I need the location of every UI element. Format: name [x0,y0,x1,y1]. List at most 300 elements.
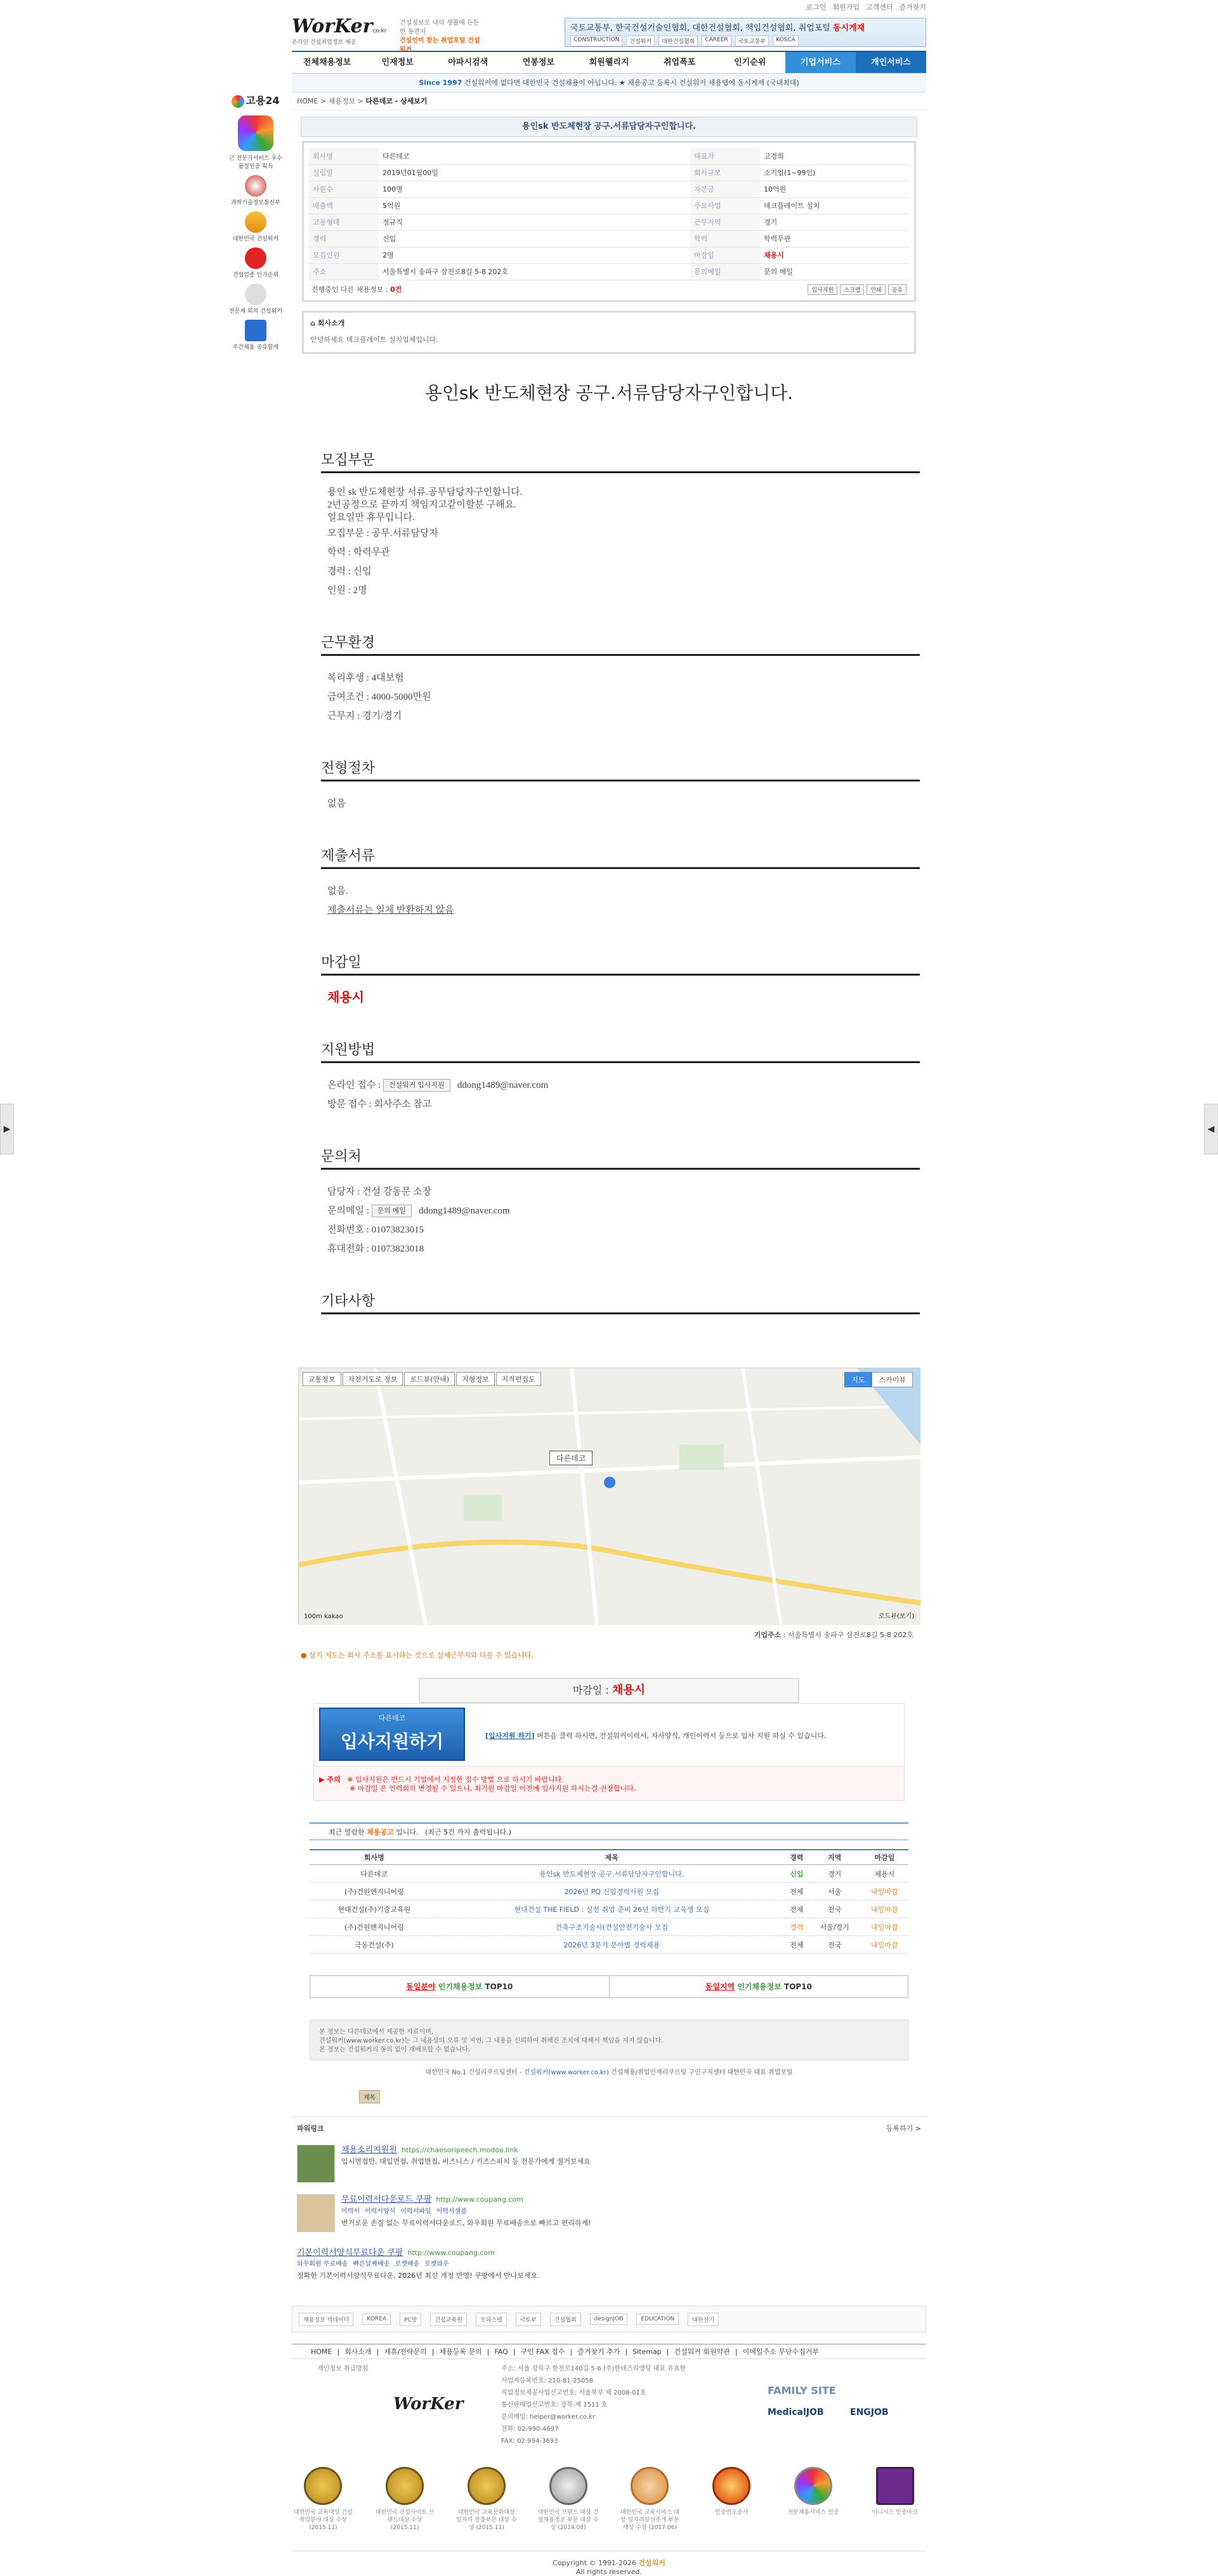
site-logo[interactable] [292,15,387,47]
table-row[interactable] [310,1918,908,1936]
breadcrumb-current: 다른데코 - 상세보기 [365,97,428,105]
legal-notice [310,2020,908,2060]
award-caption: 대한민국 브랜드 대상 건설채용정보 부문 대상 수상 (2014.08) [537,2509,599,2531]
table-row[interactable] [310,1865,908,1883]
other-jobs-label: 진행중인 다른 채용정보 : [311,285,388,294]
legal-line: 본 정보는 건설워커의 동의 없이 재배포할 수 없습니다. [319,2046,470,2053]
partner-logo[interactable]: 대한전기 [688,2313,719,2326]
top10-box [310,1975,908,1998]
top-utility-bar [292,0,926,13]
info-key: 모집인원 [309,247,379,263]
online-label: 온라인 접수 : [327,1080,381,1090]
top10-field-tag: TOP10 [485,1982,513,1991]
nav-ranking[interactable]: 인기순위 [734,58,766,67]
footer-link[interactable]: FAQ [494,2348,508,2356]
legal-line: 건설워커(www.worker.co.kr)는 그 내용상의 오류 및 지연, 그 내용을 신뢰하여 취해진 조치에 대해서 책임을 지지 않습니다. [319,2037,664,2044]
address-label: 기업주소 [754,1630,782,1639]
partner-logo: 국토교통부 [735,36,769,46]
info-value: 100명 [379,181,690,197]
info-key: 근무지역 [690,214,760,230]
apply-box [313,1703,905,1767]
award-item [537,2467,599,2532]
info-value: 소기업(1~99인) [760,164,909,181]
ad-title[interactable]: 무료이력서다운로드 쿠팡 [341,2195,432,2204]
company-address [501,2363,686,2447]
cell-career: 전체 [785,1900,809,1918]
company-row [309,214,909,230]
intro-heading: 회사소개 [317,318,345,327]
company-footer [309,280,909,295]
breadcrumb-home[interactable]: HOME [297,97,318,105]
section-title: 기타사항 [321,1290,920,1314]
section-contact [321,1146,920,1259]
top10-same-field[interactable] [310,1976,610,1997]
info-key: 마감일 [690,247,760,263]
partner-bar [292,2306,926,2332]
info-value: 5억원 [379,197,690,214]
ad-tag[interactable]: 이력서파일 [400,2208,431,2215]
partner-logo: KOSCA [773,36,799,46]
ad-tag[interactable]: 와우회원 무료배송 [297,2261,348,2268]
text-line: 모집부문 : 공무.서류담당자 [327,528,438,539]
header [292,13,926,51]
text-line: 용인 sk 반도체현장 서류.공무담당자구인합니다. [327,487,523,497]
section-title: 문의처 [321,1146,920,1170]
section-body [321,781,920,813]
info-value: 경기 [760,214,909,230]
map-tabs [303,1372,541,1386]
col-title: 제목 [439,1850,785,1865]
award-seal-icon [549,2467,587,2505]
bookmark-link[interactable]: 즐겨찾기 [899,3,926,11]
inipay-icon [876,2467,914,2505]
ad-tag[interactable]: 이력서샘플 [436,2208,467,2215]
award-item [619,2467,681,2532]
address-line: 전화: 02-990-4697 [501,2426,559,2433]
breadcrumb: HOME > 채용정보 > 다른데코 - 상세보기 [292,93,926,110]
ad-thumbnail [297,2194,335,2232]
nav-career[interactable]: 취업폭포 [663,58,696,67]
text-line: 없음. [327,886,348,896]
award-item [374,2467,436,2532]
since-bar [292,74,926,93]
col-deadline: 마감일 [861,1850,908,1865]
slogan-highlight: 건설인이 찾는 취업포털 건설워커 [400,37,480,53]
intro-text: 안녕하세요 데크플레이트 설치업체입니다. [310,335,438,344]
main-nav [292,51,926,74]
text-line: 근무지 : 경기/경기 [327,710,402,721]
partner-logo[interactable]: 오피스텔 [476,2313,507,2326]
ad-title[interactable]: 채용소리지원원 [341,2145,397,2155]
section-title: 근무환경 [321,632,920,656]
map-type-sky[interactable]: 스카이뷰 [872,1372,913,1387]
col-company: 회사명 [310,1850,439,1865]
ad-tag[interactable]: 이력서 [341,2208,360,2215]
ministry-icon[interactable] [245,175,266,197]
partner-logo[interactable]: 건설협회 [550,2313,581,2326]
top10-field-mid: 인기채용정보 [438,1982,483,1991]
print-icon[interactable]: 인쇄 [867,284,885,295]
table-row[interactable] [310,1900,908,1918]
footer-link[interactable]: 구인 FAX 접수 [520,2348,565,2356]
since-year: Since 1997 [419,79,462,87]
engjob-link[interactable]: ENGJOB [850,2407,889,2417]
award-item [782,2467,845,2532]
logo-text: WorKer [292,15,373,37]
award-caption: 대한민국 교육대상 건설취업분야 대상 수상 (2015.11) [294,2509,353,2531]
sidebar-label: 주간채용 공유할게 [232,344,279,351]
recent-head-a: 최근 열람한 [329,1827,365,1836]
company-row [309,164,909,181]
deadline-label: 마감일 : [572,1684,609,1696]
logo-domain: co.kr [372,28,387,34]
info-value: 10억원 [760,181,909,197]
table-row[interactable] [310,1883,908,1900]
info-value: 다른데코 [379,148,690,164]
footer-link[interactable]: Sitemap [632,2348,662,2356]
partner-logo: 대한건설협회 [658,36,698,46]
ad-tag[interactable]: 로켓와우 [424,2261,449,2268]
cell-title[interactable]: 2026년 PQ 신입경력사원 모집 [439,1883,785,1900]
recent-head-d: (최근 5건 까지 출력됩니다.) [425,1827,511,1836]
address-line: 통신판매업신고번호: 강북-제 1511 호 [501,2402,608,2409]
partner-logo[interactable]: 채용정보 빅데이터 [299,2313,353,2326]
footer-link[interactable]: 건설워커 회원약관 [674,2348,730,2356]
apply-guide [485,1730,826,1741]
ranking-icon[interactable] [245,247,266,269]
ad-tag[interactable]: 이력서양식 [364,2208,396,2215]
footer-info [292,2359,926,2454]
company-row [309,181,909,197]
info-key: 회사규모 [690,164,760,181]
footer-link[interactable]: 즐겨찾기 추가 [577,2348,620,2356]
ads-head: 파워링크 [297,2124,324,2133]
top10-region-mid: 인기채용정보 [737,1982,782,1991]
deadline-box [419,1678,799,1703]
inquiry-mail-button[interactable]: 문의 메일 [372,1205,412,1217]
nav-all-jobs[interactable]: 전체채용정보 [303,58,351,67]
copyright-rights: All rights reserved. [575,2568,643,2576]
ad-desc: 정확한 기본이력서양식무료다운, 2026년 최신 개정 반영! 쿠팡에서 만나보세요. [297,2272,540,2280]
address-line: FAX: 02-994-3693 [501,2438,558,2445]
online-apply-button[interactable]: 건설워커 입사지원 [383,1079,450,1092]
copy-line [292,2067,926,2076]
top10-field-label: 동일분야 [406,1982,436,1991]
company-row [309,148,909,164]
top10-region-label: 동일지역 [705,1982,735,1991]
footer-link[interactable]: 회사소개 [344,2348,372,2356]
ads-register[interactable]: 등록하기 > [886,2124,921,2133]
address-line: 사업자등록번호: 210-81-25058 [501,2377,594,2384]
footer-link[interactable]: 이메일주소 무단수집거부 [742,2348,820,2356]
goyong24-logo[interactable]: 고용24 [227,93,284,108]
map-canvas [299,1368,920,1625]
info-key: 사원수 [309,181,379,197]
contact-mobile: 휴대전화 : 01073823018 [327,1243,424,1254]
info-key: 주소 [309,263,379,280]
partner-logo[interactable]: 건설교육원 [430,2313,466,2326]
info-key: 학력 [690,230,760,247]
text-line: 일요일만 휴무입니다. [327,512,415,523]
map-tab-roadview[interactable]: 로드뷰(안내) [404,1372,455,1386]
banner-highlight: 동시게재 [832,23,865,33]
ad-thumbnail [297,2145,335,2183]
text-line: 인원 : 2명 [327,585,367,596]
header-banner[interactable] [565,18,926,47]
award-item [292,2467,355,2532]
nav-talent[interactable]: 인재정보 [381,58,414,67]
footer-logo: WorKer [393,2395,464,2414]
sidebar-label: 근 전문가서비스 우수품질인증 획득 [229,155,282,170]
quality-cert-icon[interactable] [238,115,273,151]
goyong24-icon [232,95,244,108]
company-info-box [302,141,916,302]
section-deadline [321,951,920,1007]
footer-link[interactable]: HOME [311,2348,332,2356]
cell-deadline: 채용시 [861,1865,908,1883]
alert-icon: ● [301,1651,307,1659]
partner-logo: CONSTRUCTION [570,36,622,46]
other-jobs-count[interactable]: 0건 [390,285,402,294]
section-title: 지원방법 [321,1039,920,1063]
map-tab-traffic[interactable]: 교통정보 [303,1372,341,1386]
apply-guide-text: 버튼을 클릭 하시면, 건설워커이력서, 자사양식, 개인이력서 등으로 입사 지원 하실 수 있습니다. [537,1731,827,1740]
helmet-icon[interactable] [245,284,266,305]
recent-table [310,1849,908,1954]
nav-search[interactable]: 아파시검색 [448,58,488,67]
company-intro [302,311,916,354]
award-caption: 대한민국 건설사이트 브랜드대상 수상 (2015.11) [375,2509,435,2531]
cell-region: 전국 [809,1900,861,1918]
section-body [321,1063,920,1114]
section-etc [321,1290,920,1314]
section-process [321,757,920,813]
copy-link[interactable]: 건설워커(www.worker.co.kr) [523,2069,609,2076]
section-body [321,473,920,600]
copy-a: 대한민국 No.1 건설리쿠르팅센터 - [425,2069,522,2076]
info-key: 경력 [309,230,379,247]
deadline-value: 채용시 [612,1683,646,1697]
section-body [321,1170,920,1259]
info-value: 고경희 [760,148,909,164]
cell-region: 경기 [809,1865,861,1883]
partner-logo[interactable]: EDUCATION [636,2313,679,2325]
since-text: 건설워커에 없다면 대한민국 건설채용이 아닙니다. ★ 채용공고 등록시 건설워커 채용탭에 동시게재 (국내최대) [464,79,799,87]
cell-career: 신입 [785,1865,809,1883]
section-body [321,656,920,726]
home-icon: ⌂ [310,318,315,327]
info-value: 서울특별시 송파구 삼전로8길 5-8 202호 [379,263,690,280]
footer-link[interactable]: 제휴/전략문의 [384,2348,427,2356]
cell-company: 다른데코 [310,1865,439,1883]
job-main-title: 용인sk 반도체현장 공구.서류담당자구인합니다. [424,382,794,403]
map-address: 기업주소 : 서울특별시 송파구 삼전로8길 5-8 202호 [754,1630,914,1639]
ad-url: https://chaesoripeech.modoo.link [401,2146,518,2154]
login-link[interactable]: 로그인 [806,3,827,11]
cell-region: 전국 [809,1936,861,1954]
ad-tag[interactable]: 빠른날짜배송 [353,2261,390,2268]
apply-label: 입사지원하기 [340,1730,444,1752]
map-tab-bike[interactable]: 자전거도로 정보 [343,1372,403,1386]
info-key: 자본금 [690,181,760,197]
info-key: 문의메일 [690,263,760,280]
footer-nav: HOME | 회사소개 | 제휴/전략문의 | 채용등록 문의 | FAQ | 구인 FAX 접수 | 즐겨찾기 추가 | Sitemap | 건설워커 회원약관 | 이메일주소 무단수집거부 [292,2344,926,2359]
notice-text: 상기 지도는 회사 주소를 표시하는 것으로 실제근무지와 다를 수 있습니다. [309,1651,534,1659]
award-seal-icon [386,2467,424,2505]
sidebar-label: 과학기술정보통신부 [230,199,281,206]
company-row [309,230,909,247]
map-marker-label: 다른데코 [549,1451,593,1465]
medicaljob-link[interactable]: MedicalJOB [768,2407,824,2417]
caution-line: ※ 입사지원은 반드시 기업에서 지정한 접수 방법 으로 하시기 바랍니다. [347,1775,564,1784]
recent-header [310,1822,908,1840]
ad-desc: 입시면접반, 대입면접, 취업면접, 비즈니스 / 키즈스피치 등 전문가에게 절거보세요 [341,2157,591,2166]
cell-company: (주)건원엔지니어링 [310,1883,439,1900]
section-howto [321,1039,920,1114]
cell-deadline: 내일마감 [861,1918,908,1936]
cell-career: 전체 [785,1936,809,1954]
top10-same-region[interactable] [610,1976,908,1997]
info-key: 매출액 [309,197,379,214]
col-region: 지역 [809,1850,861,1865]
info-value: 2019년01월00일 [379,164,690,181]
partner-logo[interactable]: designJOB [590,2313,628,2325]
deadline-value: 채용시 [327,990,364,1005]
award-item [700,2467,763,2532]
caution-head: 주의 [327,1775,341,1784]
share-icon[interactable]: 공유 [888,284,907,295]
ad-tag[interactable]: 로켓배송 [395,2261,420,2268]
nav-member[interactable]: 회원웰리지 [589,58,629,67]
ad-item[interactable] [297,2194,921,2232]
address-line: 주소: 서울 강북구 한천로140길 5-6 (주)한테즈리앵팅 대표 유효한 [501,2365,686,2372]
apply-guide-bold: [입사지원 하기] [485,1731,535,1740]
section-title: 모집부문 [321,449,920,473]
top10-region-tag: TOP10 [783,1982,812,1991]
ad-item[interactable] [297,2247,921,2282]
logo-subtitle: 온라인 건설취업정보 제공 [292,39,357,46]
section-body [321,869,920,920]
roadview-button[interactable]: 로드뷰(보기) [878,1612,914,1620]
info-key: 회사명 [309,148,379,164]
table-row[interactable] [310,1936,908,1954]
section-title: 마감일 [321,951,920,976]
mail-label: 문의메일 : [327,1205,369,1216]
caution-box: ▶ 주의 ※ 입사지원은 반드시 기업에서 지정한 접수 방법 으로 하시기 바랍니다. ※ 마감일 은 인력회의 변경될 수 있으니, 최기원 마감일 이전에 입사지원 하시는걸 권장합니다. [313,1767,905,1801]
award-item [455,2467,518,2532]
footer-link[interactable]: 채용등록 문의 [439,2348,482,2356]
ad-title[interactable]: 기본이력서양식무료다운 쿠팡 [297,2248,403,2258]
partner-logo[interactable]: 국토부 [516,2313,541,2326]
award-caption: 전문채용서비스 인증 [787,2509,839,2516]
sidebar-label: 건설업종 인가순위 [232,271,279,278]
info-key: 설립일 [309,164,379,181]
info-value[interactable]: 문의 메일 [760,263,909,280]
info-key: 대표자 [690,148,760,164]
cell-title[interactable]: 용인sk 반도체현장 공구.서류담당자구인합니다. [439,1865,785,1883]
location-map[interactable] [298,1368,920,1625]
help-link[interactable]: 고객센터 [865,3,893,11]
quality-icon [794,2467,832,2505]
map-notice [301,1650,917,1660]
header-slogan [400,19,482,55]
partner-logo[interactable]: KOREA [362,2313,391,2325]
section-docs [321,845,920,920]
company-row [309,197,909,214]
map-type-map[interactable]: 지도 [844,1372,872,1387]
cell-career: 전체 [785,1883,809,1900]
apply-company: 다른데코 [378,1713,406,1722]
section-body [321,976,920,1007]
left-scroll-arrow[interactable]: ▶ [0,1104,14,1154]
text-line: 2년공정으로 끝까지 책임지고같이할분 구해요. [327,499,516,510]
trophy-icon[interactable] [245,211,266,233]
award-caption: 이니시스 인증마크 [872,2509,918,2516]
signup-link[interactable]: 회원가입 [832,3,860,11]
partner-logo[interactable]: PC방 [400,2313,421,2326]
cell-title[interactable]: 건축구조기술사(건설안전기술사 모집 [439,1918,785,1936]
info-value: 데크플레이트 설치 [760,197,909,214]
section-env [321,632,920,726]
address-line: 직업정보제공사업신고번호: 서울북부 제 2008-01호 [501,2390,646,2396]
award-seal-icon [304,2467,342,2505]
award-seal-icon [631,2467,669,2505]
company-info-table [309,148,909,280]
family-site-label: FAMILY SITE [768,2384,836,2396]
nav-personal-service[interactable]: 개인서비스 [856,52,926,73]
map-tab-terrain[interactable]: 지형정보 [456,1372,495,1386]
cell-region: 서울/경기 [809,1918,861,1936]
nav-company-service[interactable]: 기업서비스 [785,52,856,73]
cell-title[interactable]: 2026년 3분기 분야별 경력채용 [439,1936,785,1954]
sidebar-label: 전문제 외의 건설워커 [229,308,282,315]
partner-logo: CAREER [702,36,731,46]
copy-c: 건설채용/취업인재리쿠르팅 구인구직센터 대한민국 대표 취업포털 [610,2069,793,2076]
text-line: 제출서류는 일체 반환하지 않음 [327,905,454,915]
cell-deadline: 내일마감 [861,1936,908,1954]
award-seal-icon [468,2467,506,2505]
caution-line: ※ 마감일 은 인력회의 변경될 수 있으니, 최기원 마감일 이전에 입사지원 하시는걸 권장합니다. [350,1784,636,1793]
address-value: 서울특별시 송파구 삼전로8길 5-8 202호 [787,1630,914,1639]
text-line: 복리후생 : 4대보험 [327,672,404,683]
page-wrapper [292,0,926,2576]
address-line: 문의메일: helper@worker.co.kr [501,2414,595,2421]
cell-title[interactable]: 현대건설 THE FIELD : 실전 취업 준비 26년 하반기 교육생 모집 [439,1900,785,1918]
company-row [309,263,909,280]
right-scroll-arrow[interactable]: ◀ [1204,1104,1218,1154]
copyright-text: Copyright © 1991-2026 [553,2559,636,2567]
powerlink-ads [292,2116,926,2288]
text-line: 급여조건 : 4000-5000만원 [327,691,431,702]
apply-icon[interactable]: 입사지원 [808,284,837,295]
privacy-policy-link[interactable]: 개인정보 취급방침 [317,2365,369,2372]
cell-deadline: 내일마감 [861,1883,908,1900]
apply-button[interactable] [319,1708,465,1761]
ad-item[interactable] [297,2145,921,2183]
left-sidebar [227,93,284,351]
nav-salary[interactable]: 연봉정보 [522,58,554,67]
weekly-jobs-icon[interactable] [245,320,266,341]
cell-company: (주)건원엔지니어링 [310,1918,439,1936]
copyright-brand: 건설워커 [638,2559,665,2567]
award-caption: 대한민국 교육서비스 대상 일자리알선중개 부문 대상 수상 (2017.06) [620,2509,679,2531]
report-button[interactable]: 제목 [359,2090,380,2103]
breadcrumb-jobs[interactable]: 채용정보 [328,97,356,105]
banner-text: 국토교통부, 한국건설기술인협회, 대한건설협회, 책임건설협회, 취업포털 [570,23,830,33]
scrap-icon[interactable]: 스크랩 [840,284,864,295]
map-tab-cadastral[interactable]: 지적편집도 [496,1372,541,1386]
contact-phone: 전화번호 : 01073823015 [327,1224,424,1235]
